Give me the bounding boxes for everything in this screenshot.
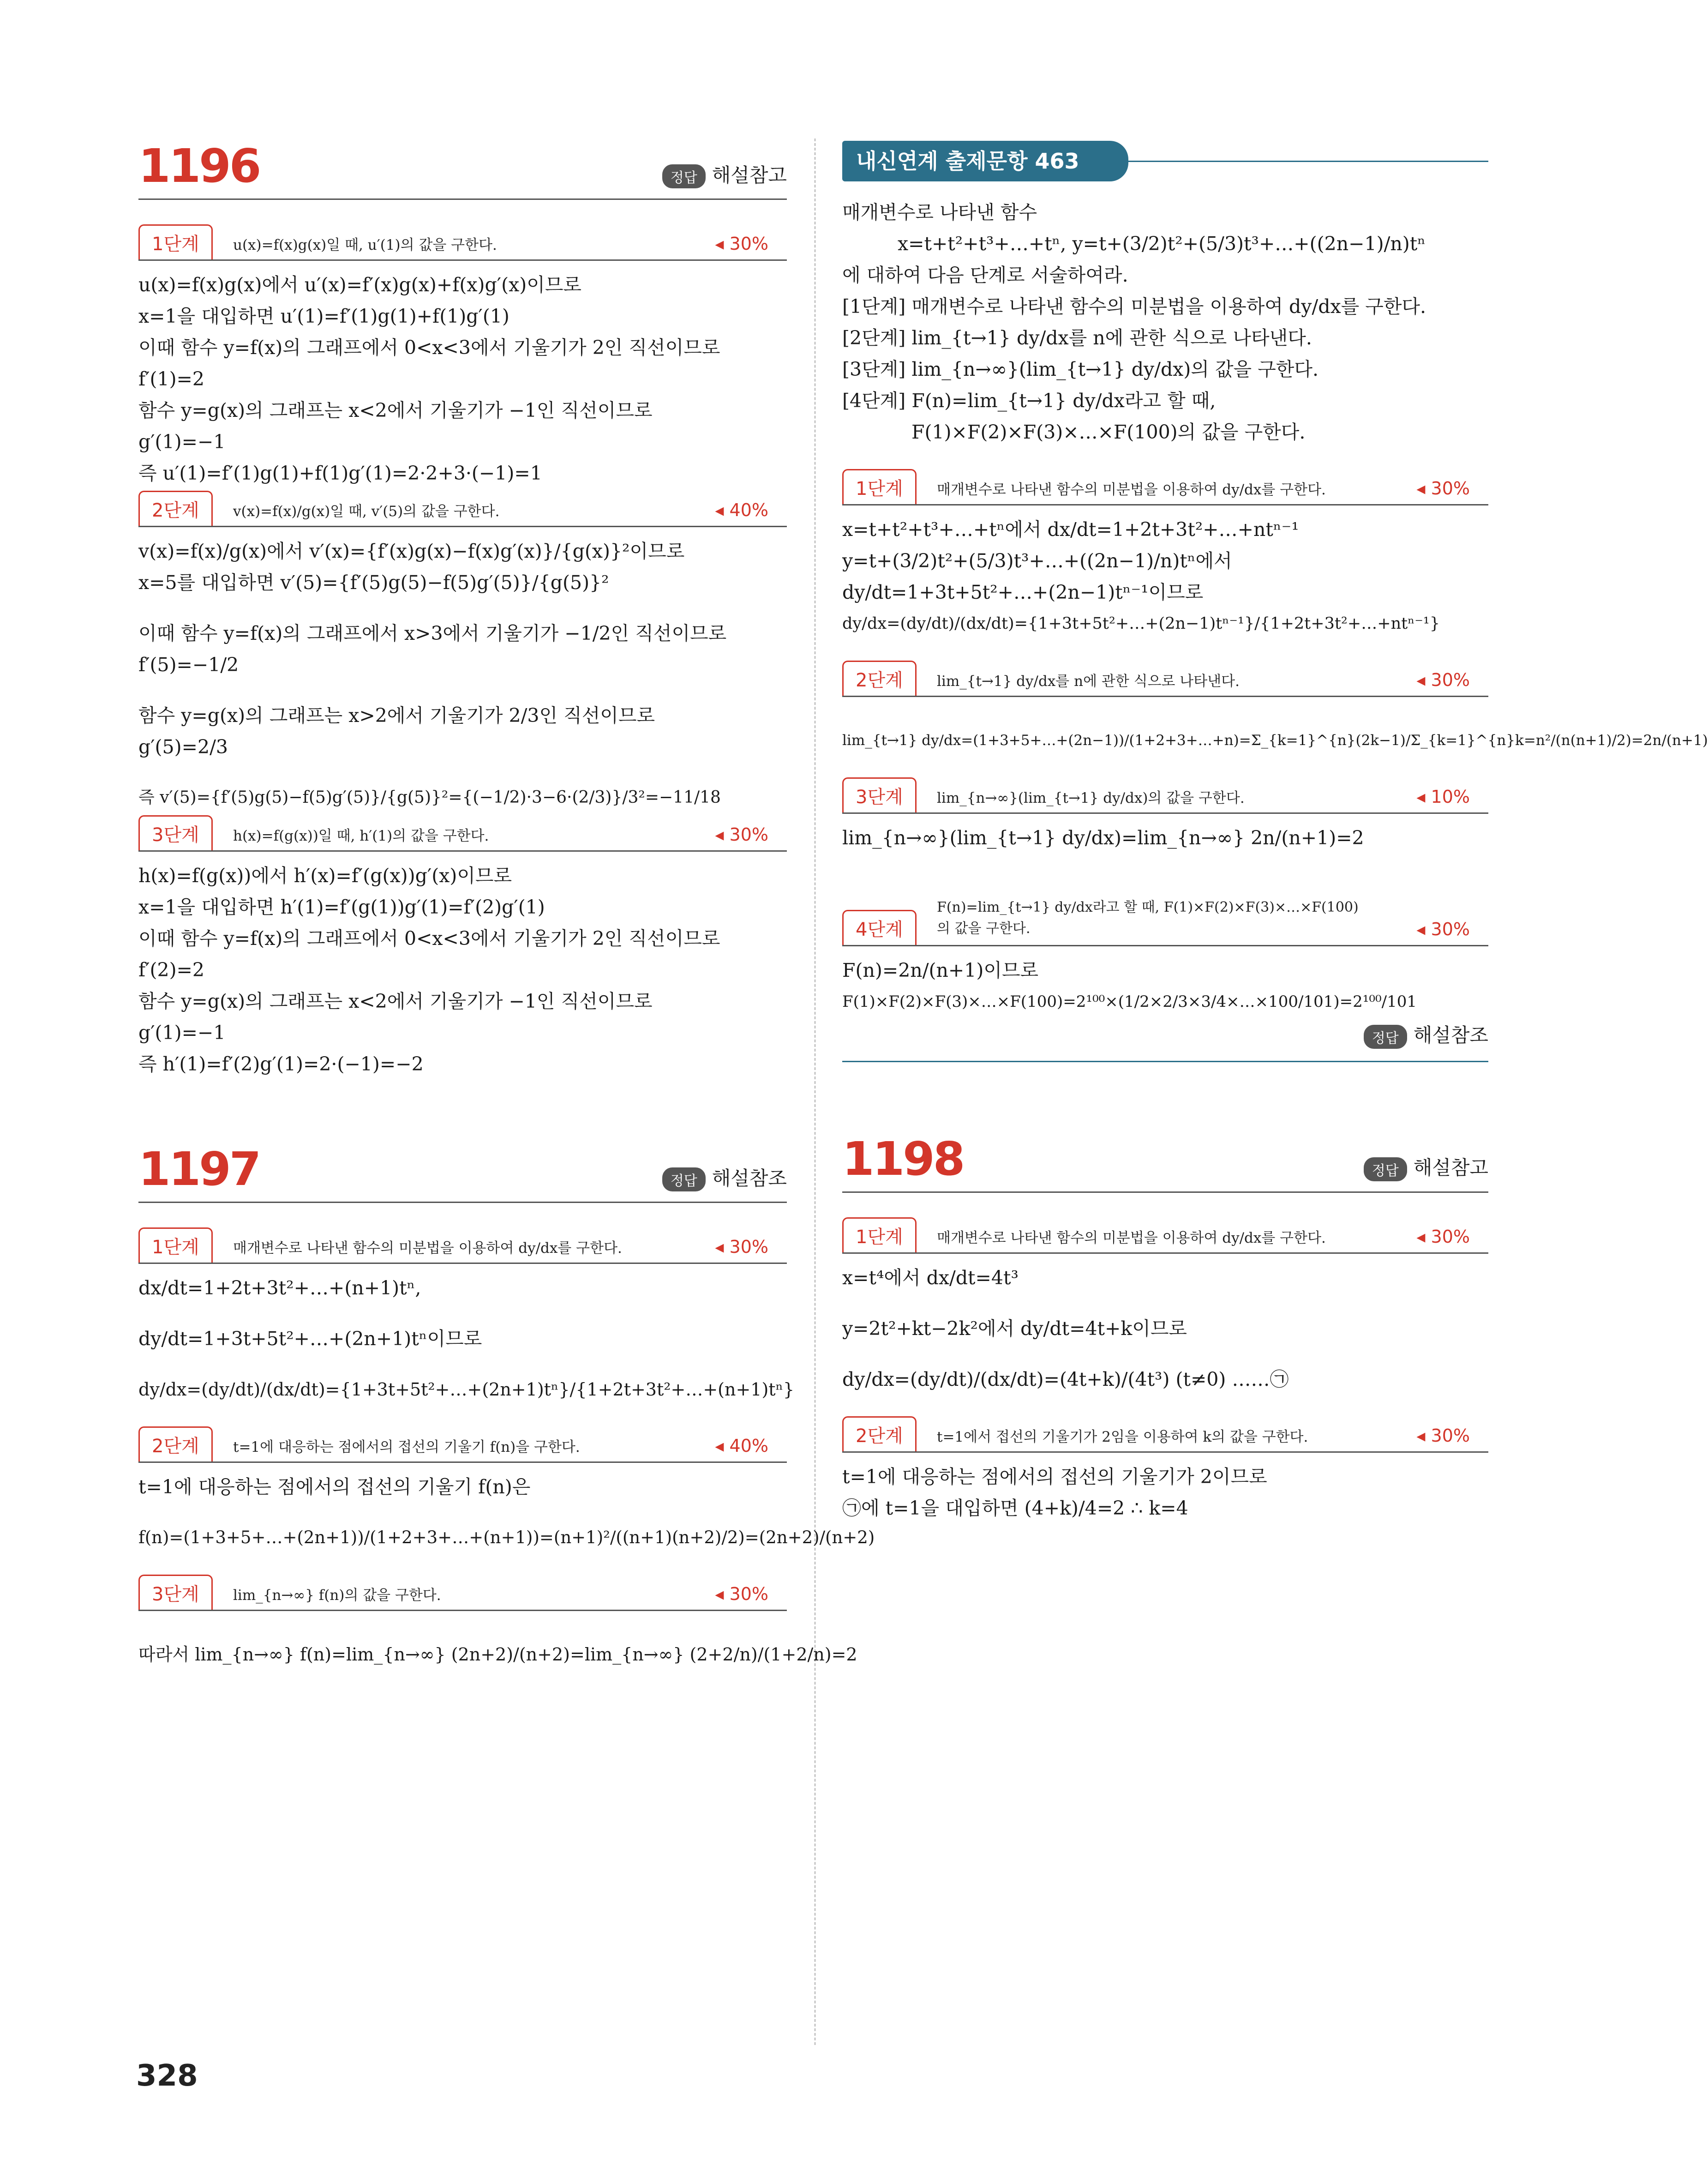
problem-number: 1197 [138, 1142, 260, 1196]
step-label: 1단계 [138, 224, 213, 259]
right-column [842, 134, 1708, 1526]
solution-line: f(n)=(1+3+5+…+(2n+1))/(1+2+3+…+(n+1))=(n+1)²/((n+1)(n+2)/2)=(2n+2)/(n+2) [138, 1528, 875, 1547]
solution-line: 이때 함수 y=f(x)의 그래프에서 0<x<3에서 기울기가 2인 직선이므로 [138, 337, 720, 359]
solution-line: v(x)=f(x)/g(x)에서 v′(x)={f′(x)g(x)−f(x)g′(x)}/{g(x)}²이므로 [138, 540, 685, 562]
answer-badge: 정답 [1364, 1025, 1407, 1049]
problem-1198-header [842, 1127, 1488, 1193]
step-percent: ◂ 30% [715, 234, 768, 254]
solution-line: lim_{n→∞}(lim_{t→1} dy/dx)=lim_{n→∞} 2n/(n+1)=2 [842, 827, 1364, 849]
solution-line: ㉠에 t=1을 대입하면 (4+k)/4=2 ∴ k=4 [842, 1497, 1188, 1519]
problem-line: [4단계] F(n)=lim_{t→1} dy/dx라고 할 때, [842, 390, 1216, 412]
step-header [842, 876, 1488, 946]
solution-line: dx/dt=1+2t+3t²+…+(n+1)tⁿ, [138, 1277, 421, 1299]
step-label: 1단계 [138, 1227, 213, 1263]
step-percent: ◂ 40% [715, 1436, 768, 1456]
solution-line: dy/dx=(dy/dt)/(dx/dt)=(4t+k)/(4t³) (t≠0) ……㉠ [842, 1368, 1289, 1390]
problem-line: 매개변수로 나타낸 함수 [842, 201, 1037, 223]
solution-line: dy/dt=1+3t+5t²+…+(2n+1)tⁿ이므로 [138, 1328, 482, 1350]
solution-line: F(1)×F(2)×F(3)×…×F(100)=2¹⁰⁰×(1/2×2/3×3/4×…×100/101)=2¹⁰⁰/101 [842, 992, 1417, 1011]
problem-1196-header [138, 134, 787, 200]
step-percent: ◂ 30% [715, 1584, 768, 1604]
step-description: u(x)=f(x)g(x)일 때, u′(1)의 값을 구한다. [233, 237, 497, 253]
solution-line: F(n)=2n/(n+1)이므로 [842, 959, 1039, 981]
step-header [138, 225, 787, 261]
left-column [138, 134, 875, 1672]
step-header [138, 492, 787, 527]
answer-text: 해설참조 [712, 1167, 787, 1190]
step-header [842, 662, 1488, 697]
answer-tag [842, 1020, 1488, 1049]
step-description: h(x)=f(g(x))일 때, h′(1)의 값을 구한다. [233, 828, 489, 844]
step-description: 매개변수로 나타낸 함수의 미분법을 이용하여 dy/dx를 구한다. [233, 1240, 622, 1257]
section-rule [842, 1058, 1488, 1062]
solution-line: g′(5)=2/3 [138, 736, 228, 758]
solution-line: x=1을 대입하면 h′(1)=f′(g(1))g′(1)=f′(2)g′(1) [138, 896, 545, 918]
solution-line: 함수 y=g(x)의 그래프는 x<2에서 기울기가 −1인 직선이므로 [138, 399, 653, 421]
solution-line: u(x)=f(x)g(x)에서 u′(x)=f′(x)g(x)+f(x)g′(x)이므로 [138, 274, 582, 296]
step-description: lim_{t→1} dy/dx를 n에 관한 식으로 나타낸다. [937, 673, 1240, 690]
step-description: 매개변수로 나타낸 함수의 미분법을 이용하여 dy/dx를 구한다. [937, 481, 1326, 498]
solution-line: lim_{t→1} dy/dx=(1+3+5+…+(2n−1))/(1+2+3+…+n)=Σ_{k=1}^{n}(2k−1)/Σ_{k=1}^{n}k=n²/(n(n+1)/2)=2n/(n+1) [842, 732, 1708, 749]
step-label: 3단계 [842, 777, 917, 812]
step-percent: ◂ 30% [715, 1237, 768, 1257]
solution-line: 즉 v′(5)={f′(5)g(5)−f(5)g′(5)}/{g(5)}²={(−1/2)·3−6·(2/3)}/3²=−11/18 [138, 788, 721, 807]
step-header [842, 778, 1488, 814]
solution-line: x=1을 대입하면 u′(1)=f′(1)g(1)+f(1)g′(1) [138, 305, 509, 327]
solution-line: g′(1)=−1 [138, 1022, 226, 1044]
problem-line: 에 대하여 다음 단계로 서술하여라. [842, 264, 1128, 286]
solution-line: dy/dt=1+3t+5t²+…+(2n−1)tⁿ⁻¹이므로 [842, 581, 1204, 603]
solution-line: g′(1)=−1 [138, 431, 226, 453]
answer-text: 해설참조 [1413, 1024, 1488, 1046]
problem-1197-header [138, 1137, 787, 1203]
solution-line: f′(1)=2 [138, 368, 204, 390]
step-label: 1단계 [842, 469, 917, 504]
solution-line: 즉 h′(1)=f′(2)g′(1)=2·(−1)=−2 [138, 1053, 424, 1075]
answer-tag [1364, 1153, 1488, 1181]
solution-line: 이때 함수 y=f(x)의 그래프에서 0<x<3에서 기울기가 2인 직선이므로 [138, 927, 720, 950]
step-header [842, 1417, 1488, 1453]
answer-text: 해설참고 [1413, 1156, 1488, 1179]
step-label: 2단계 [138, 491, 213, 526]
solution-line: t=1에 대응하는 점에서의 접선의 기울기가 2이므로 [842, 1465, 1267, 1488]
step-description: v(x)=f(x)/g(x)일 때, v′(5)의 값을 구한다. [233, 503, 500, 520]
step-label: 4단계 [842, 910, 917, 945]
problem-number: 1198 [842, 1131, 964, 1186]
solution-line: y=t+(3/2)t²+(5/3)t³+…+((2n−1)/n)tⁿ에서 [842, 550, 1232, 572]
step-percent: ◂ 10% [1416, 787, 1470, 807]
solution-line: 즉 u′(1)=f′(1)g(1)+f(1)g′(1)=2·2+3·(−1)=1 [138, 462, 542, 484]
problem-line: [3단계] lim_{n→∞}(lim_{t→1} dy/dx)의 값을 구한다. [842, 358, 1319, 380]
step-header [138, 1576, 787, 1611]
answer-tag [662, 1163, 787, 1192]
linked-problem-badge: 내신연계 출제문항 463 [842, 141, 1128, 181]
header-rule [1128, 161, 1488, 162]
problem-line: F(1)×F(2)×F(3)×…×F(100)의 값을 구한다. [911, 421, 1306, 443]
problem-line: x=t+t²+t³+…+tⁿ, y=t+(3/2)t²+(5/3)t³+…+((2n−1)/n)tⁿ [898, 233, 1426, 255]
step-percent: ◂ 30% [1416, 478, 1470, 499]
solution-line: x=t⁴에서 dx/dt=4t³ [842, 1266, 1019, 1289]
step-description: t=1에서 접선의 기울기가 2임을 이용하여 k의 값을 구한다. [937, 1428, 1308, 1445]
solution-line: 따라서 lim_{n→∞} f(n)=lim_{n→∞} (2n+2)/(n+2)=lim_{n→∞} (2+2/n)/(1+2/n)=2 [138, 1644, 857, 1665]
solution-line: 이때 함수 y=f(x)의 그래프에서 x>3에서 기울기가 −1/2인 직선이므로 [138, 622, 727, 644]
answer-text: 해설참고 [712, 163, 787, 186]
solution-line: t=1에 대응하는 점에서의 접선의 기울기 f(n)은 [138, 1476, 531, 1498]
linked-problem-header [842, 134, 1488, 189]
answer-badge: 정답 [662, 164, 706, 188]
step-description: t=1에 대응하는 점에서의 접선의 기울기 f(n)을 구한다. [233, 1439, 580, 1455]
step-label: 2단계 [842, 661, 917, 696]
step-header [138, 816, 787, 852]
step-percent: ◂ 30% [1416, 670, 1470, 690]
answer-tag [662, 160, 787, 189]
step-label: 2단계 [842, 1416, 917, 1451]
solution-line: f′(2)=2 [138, 959, 204, 981]
step-header [842, 470, 1488, 505]
solution-line: x=t+t²+t³+…+tⁿ에서 dx/dt=1+2t+3t²+…+ntⁿ⁻¹ [842, 518, 1299, 541]
step-label: 1단계 [842, 1217, 917, 1252]
step-description: lim_{n→∞}(lim_{t→1} dy/dx)의 값을 구한다. [937, 790, 1245, 806]
solution-line: dy/dx=(dy/dt)/(dx/dt)={1+3t+5t²+…+(2n−1)tⁿ⁻¹}/{1+2t+3t²+…+ntⁿ⁻¹} [842, 614, 1440, 633]
step-label: 2단계 [138, 1426, 213, 1461]
step-description: lim_{n→∞} f(n)의 값을 구한다. [233, 1587, 441, 1604]
step-percent: ◂ 30% [1416, 1425, 1470, 1446]
solution-line: x=5를 대입하면 v′(5)={f′(5)g(5)−f(5)g′(5)}/{g(5)}² [138, 571, 609, 594]
solution-line: y=2t²+kt−2k²에서 dy/dt=4t+k이므로 [842, 1317, 1187, 1340]
step-header [842, 1218, 1488, 1254]
answer-badge: 정답 [1364, 1157, 1407, 1181]
step-header [138, 1427, 787, 1463]
step-description: 매개변수로 나타낸 함수의 미분법을 이용하여 dy/dx를 구한다. [937, 1229, 1326, 1246]
answer-badge: 정답 [662, 1167, 706, 1191]
solution-line: dy/dx=(dy/dt)/(dx/dt)={1+3t+5t²+…+(2n+1)tⁿ}/{1+2t+3t²+…+(n+1)tⁿ} [138, 1379, 795, 1400]
step-description: F(n)=lim_{t→1} dy/dx라고 할 때, F(1)×F(2)×F(3)×…×F(100)의 값을 구한다. [937, 899, 1359, 937]
step-label: 3단계 [138, 1575, 213, 1610]
solution-line: 함수 y=g(x)의 그래프는 x>2에서 기울기가 2/3인 직선이므로 [138, 704, 655, 727]
solution-line: f′(5)=−1/2 [138, 654, 239, 676]
step-label: 3단계 [138, 815, 213, 850]
page-number: 328 [136, 2059, 198, 2093]
solution-line: h(x)=f(g(x))에서 h′(x)=f′(g(x))g′(x)이므로 [138, 865, 512, 887]
problem-line: [2단계] lim_{t→1} dy/dx를 n에 관한 식으로 나타낸다. [842, 327, 1312, 349]
problem-number: 1196 [138, 139, 260, 193]
step-percent: ◂ 30% [715, 824, 768, 845]
step-percent: ◂ 30% [1416, 919, 1470, 939]
step-percent: ◂ 30% [1416, 1226, 1470, 1247]
step-percent: ◂ 40% [715, 500, 768, 520]
problem-line: [1단계] 매개변수로 나타낸 함수의 미분법을 이용하여 dy/dx를 구한다. [842, 295, 1426, 318]
step-header [138, 1228, 787, 1264]
solution-line: 함수 y=g(x)의 그래프는 x<2에서 기울기가 −1인 직선이므로 [138, 990, 653, 1012]
